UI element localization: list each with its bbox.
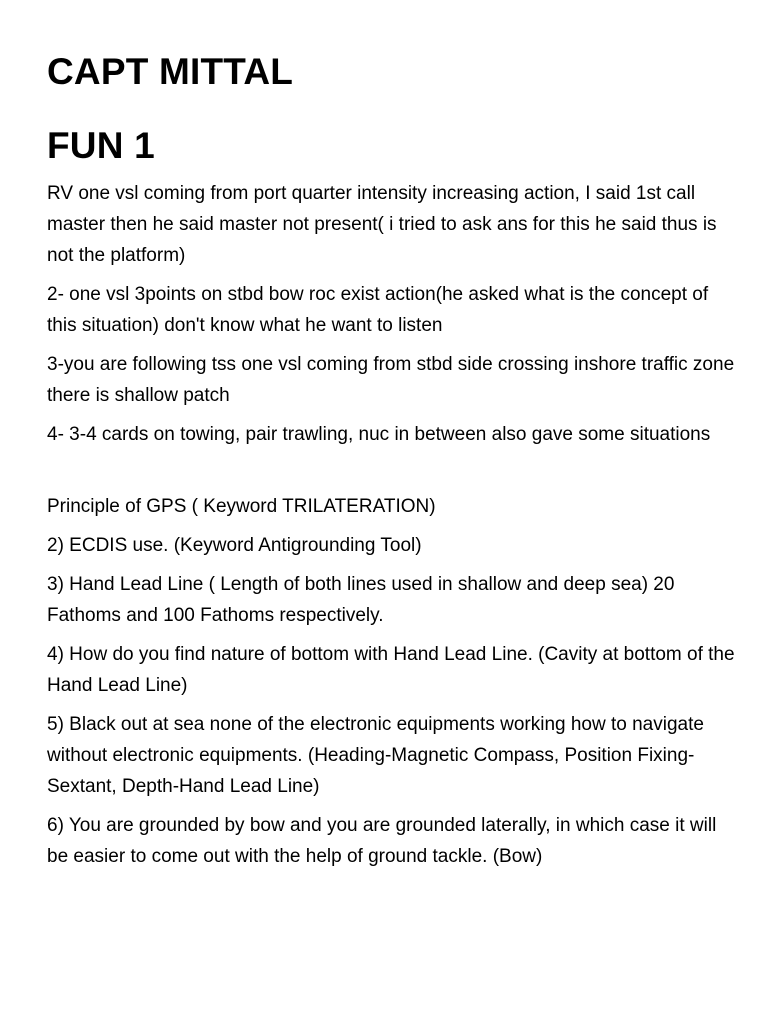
paragraph-ecdis-use: 2) ECDIS use. (Keyword Antigrounding Tool) xyxy=(47,535,422,556)
paragraph-gps-principle: Principle of GPS ( Keyword TRILATERATION) xyxy=(47,496,436,517)
document-page xyxy=(47,48,737,880)
paragraph-grounding-ground-tackle: 6) You are grounded by bow and you are grounded laterally, in which case it will be easier to come out with the help of ground tackle. (Bow) xyxy=(47,815,717,867)
paragraph-tss-crossing: 3-you are following tss one vsl coming from stbd side crossing inshore traffic zone there is shallow patch xyxy=(47,354,735,406)
paragraph-stbd-bow: 2- one vsl 3points on stbd bow roc exist action(he asked what is the concept of this situation) don't know what he want to listen xyxy=(47,284,709,336)
paragraph-rv-port-quarter: RV one vsl coming from port quarter intensity increasing action, I said 1st call master then he said master not present( i tried to ask ans for this he said thus is not the platform) xyxy=(47,183,717,266)
document-title: CAPT MITTAL xyxy=(47,51,294,92)
document-subtitle: FUN 1 xyxy=(47,125,155,166)
section-spacer xyxy=(47,458,737,491)
paragraph-nature-of-bottom: 4) How do you find nature of bottom with Hand Lead Line. (Cavity at bottom of the Hand Lead Line) xyxy=(47,644,735,696)
paragraph-towing-cards: 4- 3-4 cards on towing, pair trawling, nuc in between also gave some situations xyxy=(47,424,711,445)
paragraph-hand-lead-line-length: 3) Hand Lead Line ( Length of both lines used in shallow and deep sea) 20 Fathoms and 100 Fathoms respectively. xyxy=(47,574,675,626)
paragraph-blackout-navigation: 5) Black out at sea none of the electronic equipments working how to navigate without electronic equipments. (Heading-Magnetic Compass, Position Fixing-Sextant, Depth-Hand Lead Line) xyxy=(47,714,704,797)
